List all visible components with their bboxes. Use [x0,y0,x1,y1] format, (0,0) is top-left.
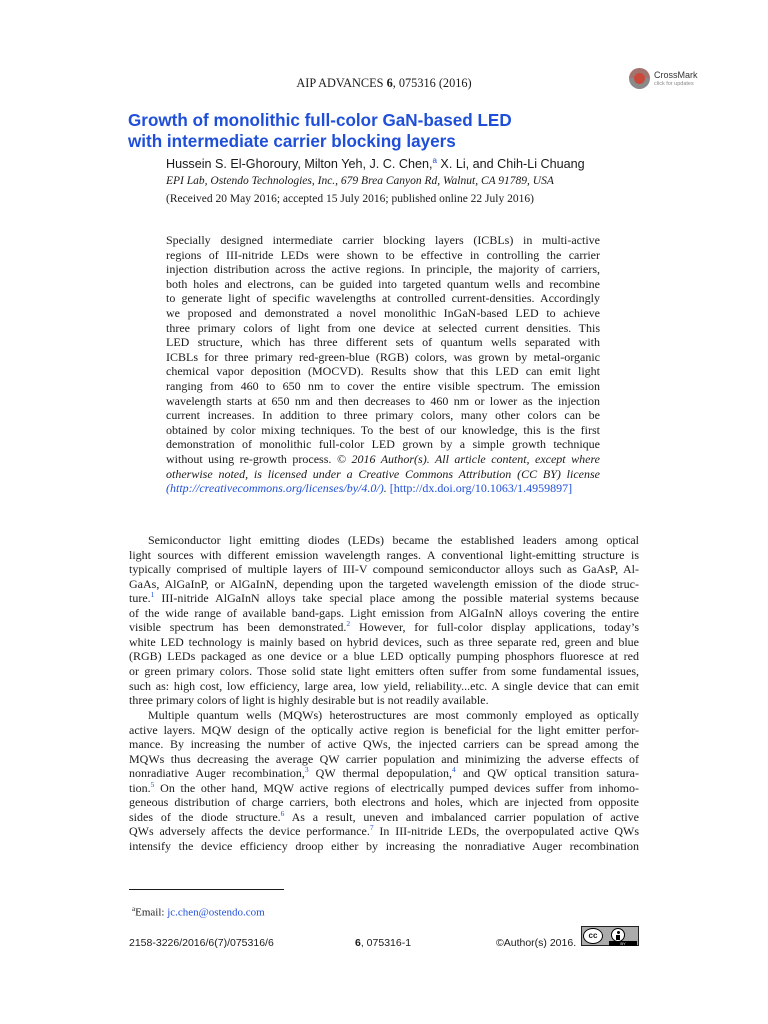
authors-rest: X. Li, and Chih-Li Chuang [436,157,585,172]
citation-ref[interactable]: 3 [304,765,309,775]
footer-page: , 075316-1 [360,937,412,949]
body-line [129,635,639,649]
body-line [129,693,639,707]
body-text-segment: sides of the diode structure. [129,809,281,824]
abstract-line [166,452,600,466]
abstract-line: ICBLs for three primary red-green-blue (RGB) colors, was grown by metal-organic [166,349,600,364]
citation-ref[interactable]: 5 [150,779,155,789]
body-text-segment: of the wide range of available band-gaps. Light emission from AlGaInN alloys covering the entire [129,605,639,620]
body-text-segment: GaAs, AlGaInP, or AlGaInN, depending upon the targeted wavelength emission of the diode struc- [129,576,639,591]
body-text-segment: light sources with different emission wavelength ranges. A conventional light-emitting structure is [129,547,639,562]
body-text-segment: Semiconductor light emitting diodes (LEDs) became the established leaders among optical [148,533,639,547]
body-text-segment: (RGB) LEDs packaged as one device or a blue LED optically pumping phosphors fluoresce at red [129,649,639,664]
cc-by-license-badge[interactable] [581,926,639,946]
body-text-segment: MQWs thus decreasing the average QW carrier population and minimizing the adverse effects of [129,751,639,766]
footnote-label: Email: [135,906,168,919]
body-line [129,737,639,751]
body-line [129,795,639,809]
article-number: , 075316 (2016) [392,76,472,90]
license-notice: otherwise noted, is licensed under a Creative Commons Attribution (CC BY) license [166,466,600,481]
body-text-segment: intensify the device efficiency droop either by increasing the nonradiative Auger recombination [129,838,639,853]
body-text-segment: active layers. MQW design of the optically active region is beneficial for the light emitter perfor- [129,722,639,737]
abstract-line: both holes and electrons, can be guided into targeted quantum wells and recombine [166,276,600,291]
title-line-2: with intermediate carrier blocking layers [128,132,456,151]
body-text-segment: ture. [129,591,151,606]
copyright-notice: © 2016 Author(s). All article content, except where [336,452,600,466]
footer-page-number [355,937,411,949]
affiliation: EPI Lab, Ostendo Technologies, Inc., 679 Brea Canyon Rd, Walnut, CA 91789, USA [166,175,554,187]
body-text-segment: Multiple quantum wells (MQWs) heterostructures are most commonly employed as optically [148,708,639,722]
citation-ref[interactable]: 1 [150,590,155,600]
citation-ref[interactable]: 6 [280,808,285,818]
abstract-line: we proposed and demonstrated a novel monolithic InGaN-based LED to achieve [166,306,600,320]
crossmark-name: CrossMark [654,70,698,80]
journal-name: AIP ADVANCES [296,76,384,90]
crossmark-icon [629,68,650,89]
publication-dates: (Received 20 May 2016; accepted 15 July 2016; published online 22 July 2016) [166,193,534,205]
body-line [129,649,639,663]
author-list [166,156,585,171]
author-email-link[interactable]: jc.chen@ostendo.com [167,906,265,919]
body-text-segment: geneous distribution of charge carriers, both electrons and holes, which are injected from opposite [129,795,639,810]
article-title [128,110,648,152]
abstract-separator: . [383,481,390,496]
body-line [129,591,639,605]
body-text-segment: III-nitride AlGaInN alloys take special place among the possible material systems because [154,591,639,606]
body-line [129,781,639,795]
journal-volume: 6 [386,76,393,90]
title-line-1: Growth of monolithic full-color GaN-based LED [128,111,512,130]
body-line [129,810,639,824]
body-line [129,606,639,620]
body-line [129,679,639,693]
body-text-segment: typically comprised of multiple layers of III-V compound semiconductor alloys such as GaAsP, Al- [129,562,639,577]
abstract-line: Specially designed intermediate carrier blocking layers (ICBLs) in multi-active [166,233,600,247]
abstract-line: demonstration of monolithic full-color LED grown by a simple growth technique [166,437,600,452]
footer-copyright: ©Author(s) 2016. [496,937,577,949]
body-text-segment: and QW optical transition satura- [455,766,639,781]
abstract-line [166,467,600,481]
abstract-line: regions of III-nitride LEDs were shown to be effective in controlling the carrier [166,247,600,262]
body-line [129,664,639,678]
license-link[interactable]: (http://creativecommons.org/licenses/by/4.0/) [166,481,384,496]
abstract-line: to generate light of specific wavelengths at controlled current-densities. Accordingly [166,291,600,306]
body-text-segment: In III-nitride LEDs, the overpopulated active QWs [373,824,639,839]
body-text-segment: QWs adversely affects the device performance. [129,824,370,839]
citation-ref[interactable]: 4 [451,765,456,775]
body-line [129,708,639,722]
cc-icon: cc [583,928,603,944]
body-text-segment: or green primary colors. Those solid state light emitters often suffer from some fundamental issues, [129,663,639,678]
abstract-line: LED structure, which has three different sets of quantum wells separated with [166,335,600,350]
body-text-segment: As a result, uneven and imbalanced carrier population of active [284,809,639,824]
footer-issn: 2158-3226/2016/6(7)/075316/6 [129,937,274,949]
abstract-line: ranging from 460 to 650 nm to cover the entire visible spectrum. The emission [166,379,600,393]
abstract-line: chemical vapor deposition (MOCVD). Results show that this LED can emit light [166,364,600,379]
body-line [129,533,639,547]
footnote-mark: a [132,905,136,913]
abstract-line [166,481,600,495]
doi-link[interactable]: [http://dx.doi.org/10.1063/1.4959897] [389,481,573,496]
body-text-segment: On the other hand, MQW active regions of electrically pumped devices suffer from inhomo- [154,780,639,795]
body-text-segment: QW thermal depopulation, [308,766,452,781]
attribution-person-icon [611,928,625,942]
citation-ref[interactable]: 7 [369,823,374,833]
body-line [129,548,639,562]
citation-ref[interactable]: 2 [346,619,351,629]
body-line [129,839,639,853]
body-text-segment: However, for full-color display applications, today’s [350,620,639,635]
body-line [129,577,639,591]
abstract-line: wavelength starts at 650 nm and then decreases to 460 nm or lower as the injection [166,393,600,408]
body-line [129,620,639,634]
footnote [132,905,265,919]
body-text-segment: mance. By increasing the number of active QWs, the injected carriers can be spread among the [129,737,639,752]
body-text-segment: white LED technology is mainly based on hybrid devices, such as three separate red, green and blue [129,634,639,649]
body-line [129,752,639,766]
abstract-text: without using re-growth process. [166,452,337,466]
abstract-line: injection distribution across the active regions. In principle, the majority of carriers, [166,262,600,277]
authors-first: Hussein S. El-Ghoroury, Milton Yeh, J. C. Chen, [166,157,433,172]
abstract-line: three primary colors of light from one device at selected current densities. This [166,320,600,335]
abstract-line: obtained by color mixing techniques. To the best of our knowledge, this is the first [166,422,600,437]
crossmark-badge[interactable] [629,68,709,94]
body-text-segment: nonradiative Auger recombination, [129,766,305,781]
body-line [129,723,639,737]
crossmark-tagline: click for updates [654,81,694,87]
abstract-line: current increases. In addition to three primary colors, many other colors can be [166,408,600,423]
body-text-segment: three primary colors of light is highly desirable but is not readily available. [129,693,489,708]
body-text-segment: such as: high cost, low efficiency, large area, low yield, reliability...etc. A single device that can emit [129,678,639,693]
author-footnote-mark[interactable]: a [432,156,437,165]
footnote-divider [129,889,284,890]
body-text-segment: tion. [129,780,151,795]
body-text-segment: visible spectrum has been demonstrated. [129,620,347,635]
footer-volume: 6 [355,937,361,949]
body-line [129,562,639,576]
by-label: BY [609,941,637,946]
body-line [129,824,639,838]
body-line [129,766,639,780]
